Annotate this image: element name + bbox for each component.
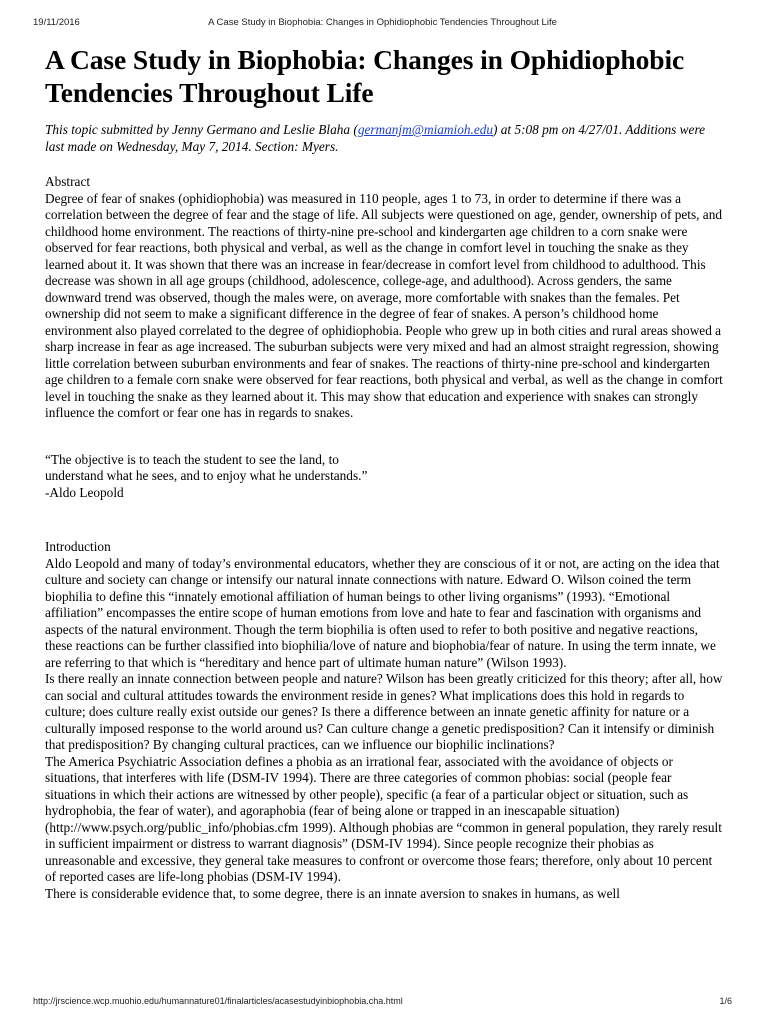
print-header (33, 17, 732, 31)
introduction-heading: Introduction (45, 539, 111, 554)
print-date: 19/11/2016 (33, 17, 80, 28)
quote-attribution: -Aldo Leopold (45, 484, 124, 500)
intro-paragraph: There is considerable evidence that, to some degree, there is an innate aversion to snakes in humans, as well (45, 885, 620, 901)
print-footer (33, 996, 732, 1010)
quote-line-1: “The objective is to teach the student to see the land, to (45, 451, 339, 467)
print-page-title: A Case Study in Biophobia: Changes in Ophidiophobic Tendencies Throughout Life (208, 17, 557, 28)
article (45, 43, 725, 902)
article-title: A Case Study in Biophobia: Changes in Ophidiophobic Tendencies Throughout Life (45, 44, 685, 108)
author-email-link[interactable]: germanjm@miamioh.edu (357, 122, 494, 137)
meta-prefix: This topic submitted by Jenny Germano and Leslie Blaha ( (45, 122, 358, 137)
meta-suffix: ) at 5:08 pm on 4/27/01. Additions were last made on Wednesday, May 7, 2014. Section: Myers. (45, 122, 706, 154)
page-number: 1/6 (719, 996, 732, 1006)
intro-paragraph: The America Psychiatric Association defines a phobia as an irrational fear, associated with the avoidance of objects or situations, that interferes with life (DSM-IV 1994). There are three categories of common phobias: social (people fear situations in which their actions are witnessed by other people), specific (a fear of a particular object or situation, such as hydrophobia, the fear of water), and agoraphobia (fear of being alone or trapped in an inescapable situation) (http://www.psych.org/public_info/phobias.cfm 1999). Although phobias are “common in general population, they rarely result in sufficient impairment or distress to warrant diagnosis” (DSM-IV 1994). Since people recognize their phobias as unreasonable and excessive, they general take measures to confront or overcome those fears; therefore, only about 10 percent of reported cases are life-long phobias (DSM-IV 1994). (45, 753, 722, 884)
abstract-heading: Abstract (45, 174, 91, 189)
page-url: http://jrscience.wcp.muohio.edu/humannature01/finalarticles/acasestudyinbiophobia.cha.html (33, 996, 403, 1006)
abstract-text: Degree of fear of snakes (ophidiophobia) was measured in 110 people, ages 1 to 73, in order to determine if there was a correlation between the degree of fear and the stage of life. All subjects were questioned on age, gender, ownership of pets, and childhood home environment. The reactions of thirty-nine pre-school and kindergarten age children to a corn snake were observed for fear reactions, both physical and verbal, as well as the change in comfort level in touching the snake as they learned about it. It was shown that there was an increase in fear/decrease in comfort level from childhood to adulthood. This decrease was shown in all age groups (childhood, adolescence, college-age, and adulthood). Across genders, the same downward trend was observed, though the males were, on average, more comfortable with snakes than the females. Pet ownership did not seem to make a significant difference in the degree of fear of snakes. A person’s childhood home environment also played correlated to the degree of ophidiophobia. People who grew up in both cities and rural areas showed a sharp increase in fear as age increased. The suburban subjects were very mixed and had an almost straight regression, showing little correlation between suburban environments and fear of snakes. The reactions of thirty-nine pre-school and kindergarten age children to a female corn snake were observed for fear reactions, both physical and verbal, as well as the change in comfort level in touching the snake as they learned about it. This may show that education and experience with snakes can strongly influence the comfort or fear one has in regards to snakes. (45, 190, 723, 420)
quote-line-2: understand what he sees, and to enjoy what he understands.” (45, 468, 368, 483)
intro-paragraph: Aldo Leopold and many of today’s environmental educators, whether they are conscious of it or not, are acting on the idea that culture and society can change or intensify our natural innate connections with nature. Edward O. Wilson coined the term biophilia to define this “innately emotional affiliation of human beings to other living organisms” (1993). “Emotional affiliation” encompasses the entire scope of human emotions from love and hate to fear and fascination with organisms and aspects of the natural environment. Though the term biophilia is often used to refer to both positive and negative reactions, these reactions can be further classified into biophilia/love of nature and biophobia/fear of nature. In using the term innate, we are referring to that which is “hereditary and hence part of ultimate human nature” (Wilson 1993). (45, 555, 720, 670)
epigraph-quote (45, 452, 725, 502)
article-meta (45, 122, 725, 155)
intro-paragraph: Is there really an innate connection between people and nature? Wilson has been greatly criticized for this theory; after all, how can social and cultural attitudes towards the environment reside in genes? What implications does this hold in regards to culture; does culture really exist outside our genes? Is there a difference between an innate genetic affinity for nature or a culturally imposed response to the world around us? Can culture change a genetic predisposition? Can it intensify or diminish that predisposition? By changing cultural practices, can we influence our biophilic inclinations? (45, 671, 723, 752)
